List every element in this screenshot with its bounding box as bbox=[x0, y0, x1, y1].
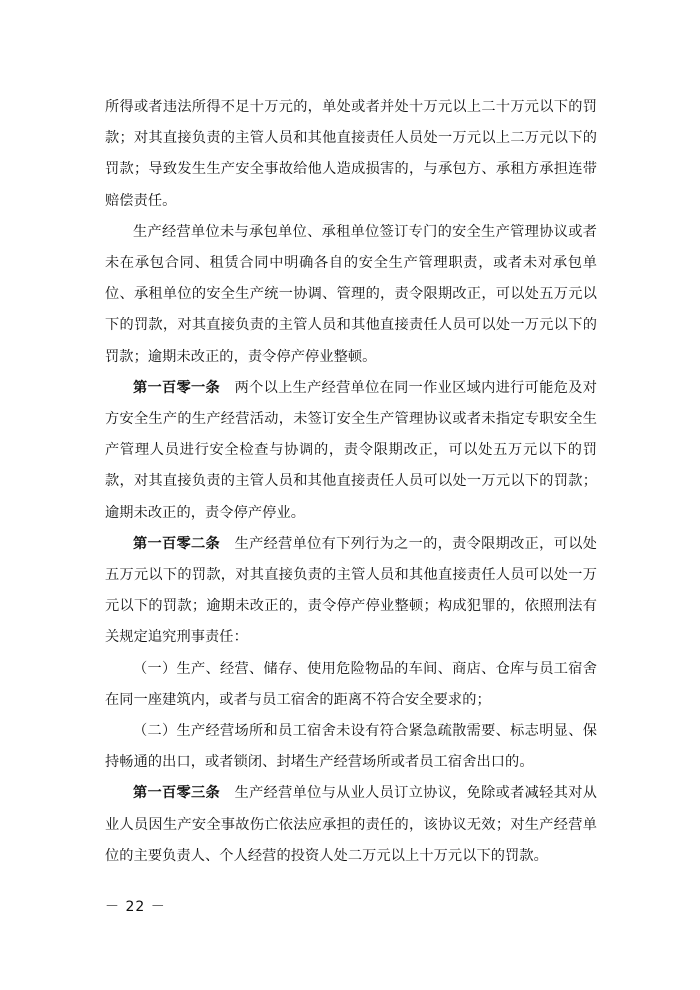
document-body bbox=[105, 92, 597, 872]
article-103-text: 生产经营单位与从业人员订立协议，免除或者减轻其对从业人员因生产安全事故伤亡依法应承担的责任的，该协议无效；对生产经营单位的主要负责人、个人经营的投资人处二万元以上十万元以下的罚款。 bbox=[105, 785, 597, 864]
article-103 bbox=[105, 778, 597, 872]
article-101-text: 两个以上生产经营单位在同一作业区域内进行可能危及对方安全生产的生产经营活动，未签订安全生产管理协议或者未指定专职安全生产管理人员进行安全检查与协调的，责令限期改正，可以处五万元以下的罚款，对其直接负责的主管人员和其他直接责任人员可以处一万元以下的罚款；逾期未改正的，责令停产停业。 bbox=[105, 379, 597, 521]
page-number: － 22 － bbox=[105, 899, 166, 915]
article-103-title: 第一百零三条 bbox=[133, 785, 221, 802]
article-102 bbox=[105, 529, 597, 654]
paragraph-continuation: 所得或者违法所得不足十万元的，单处或者并处十万元以上二十万元以下的罚款；对其直接负责的主管人员和其他直接责任人员处一万元以上二万元以下的罚款；导致发生生产安全事故给他人造成损害的，与承包方、承租方承担连带赔偿责任。 bbox=[105, 99, 597, 209]
article-102-item-2: （二）生产经营场所和员工宿舍未设有符合紧急疏散需要、标志明显、保持畅通的出口，或者锁闭、封堵生产经营场所或者员工宿舍出口的。 bbox=[105, 723, 597, 771]
article-101 bbox=[105, 373, 597, 529]
article-101-title: 第一百零一条 bbox=[133, 379, 221, 396]
article-102-item-1: （一）生产、经营、储存、使用危险物品的车间、商店、仓库与员工宿舍在同一座建筑内，或者与员工宿舍的距离不符合安全要求的； bbox=[105, 660, 597, 708]
article-102-title: 第一百零二条 bbox=[133, 535, 221, 552]
paragraph-contract-management: 生产经营单位未与承包单位、承租单位签订专门的安全生产管理协议或者未在承包合同、租赁合同中明确各自的安全生产管理职责，或者未对承包单位、承租单位的安全生产统一协调、管理的，责令限期改正，可以处五万元以下的罚款，对其直接负责的主管人员和其他直接责任人员可以处一万元以下的罚款；逾期未改正的，责令停产停业整顿。 bbox=[105, 223, 597, 365]
article-102-text: 生产经营单位有下列行为之一的，责令限期改正，可以处五万元以下的罚款，对其直接负责的主管人员和其他直接责任人员可以处一万元以下的罚款；逾期未改正的，责令停产停业整顿；构成犯罪的，依照刑法有关规定追究刑事责任： bbox=[105, 535, 597, 646]
